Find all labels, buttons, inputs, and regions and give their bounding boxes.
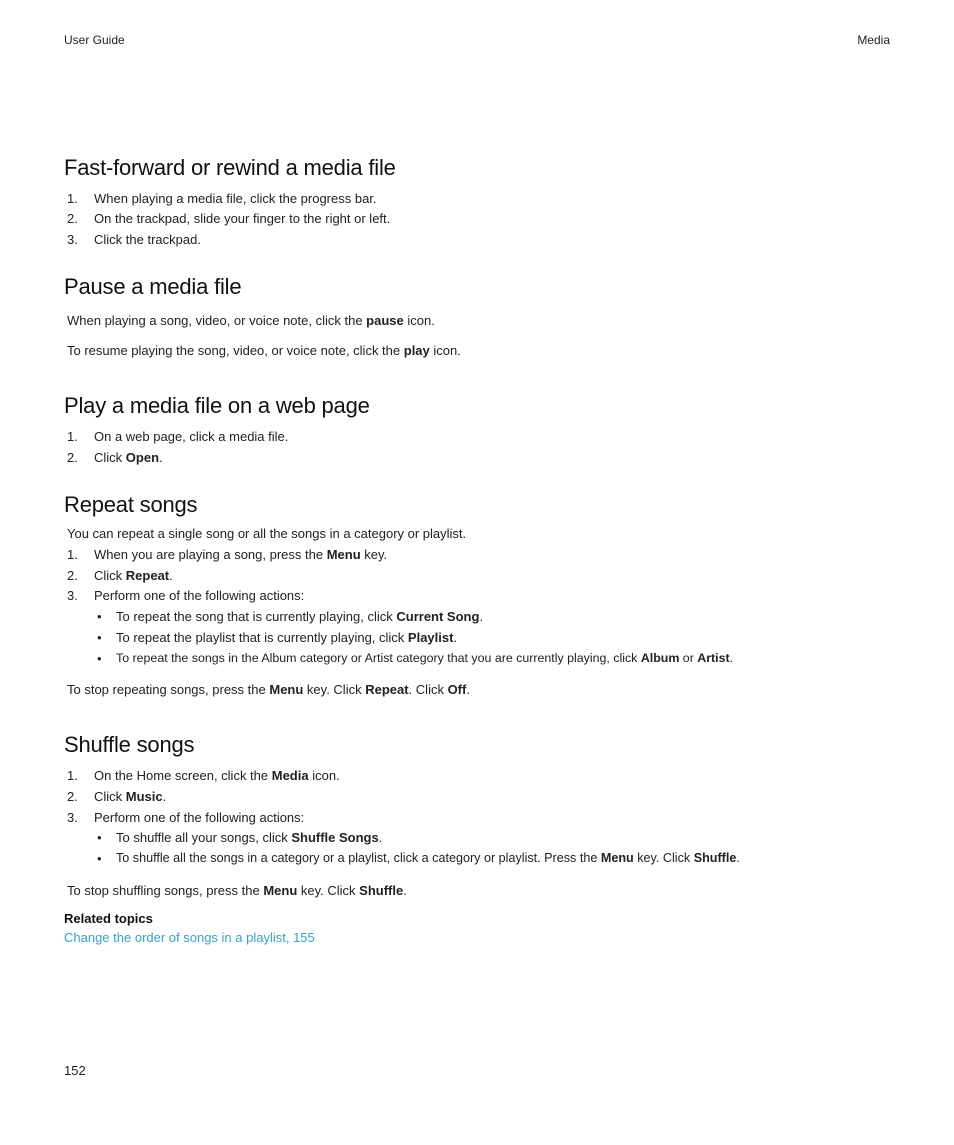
- step-text: When playing a media file, click the progress bar.: [94, 191, 377, 206]
- bullet-text: To repeat the playlist that is currently playing, click Playlist.: [116, 630, 458, 645]
- paragraph-resume: To resume playing the song, video, or voice note, click the play icon.: [67, 343, 461, 358]
- page-number: 152: [64, 1063, 86, 1078]
- step-text: On the Home screen, click the Media icon.: [94, 768, 340, 783]
- step-text: Perform one of the following actions:: [94, 588, 305, 603]
- step-number: 2.: [67, 789, 78, 804]
- header-chapter: Media: [857, 33, 890, 47]
- heading-shuffle-songs: Shuffle songs: [64, 732, 195, 757]
- step-number: 2.: [67, 211, 78, 226]
- related-topics-heading: Related topics: [64, 911, 153, 926]
- heading-fast-forward: Fast-forward or rewind a media file: [64, 155, 396, 180]
- bullet-icon: •: [97, 630, 102, 645]
- step-number: 3.: [67, 232, 78, 247]
- heading-play-web: Play a media file on a web page: [64, 393, 370, 418]
- bullet-text: To repeat the songs in the Album category or Artist category that you are currently playing, click Album or Artist.: [116, 651, 734, 665]
- bullet-icon: •: [97, 651, 102, 666]
- step-text: When you are playing a song, press the Menu key.: [94, 547, 388, 562]
- step-number: 3.: [67, 810, 78, 825]
- bullet-text: To shuffle all the songs in a category or a playlist, click a category or playlist. Press the Menu key. Click Shuffle.: [116, 851, 740, 865]
- step-number: 1.: [67, 429, 78, 444]
- step-number: 3.: [67, 588, 78, 603]
- step-text: Perform one of the following actions:: [94, 810, 305, 825]
- paragraph-stop-shuffle: To stop shuffling songs, press the Menu key. Click Shuffle.: [67, 883, 407, 898]
- bullet-text: To shuffle all your songs, click Shuffle Songs.: [116, 830, 383, 845]
- heading-repeat-songs: Repeat songs: [64, 492, 198, 517]
- step-number: 1.: [67, 547, 78, 562]
- step-number: 1.: [67, 191, 78, 206]
- heading-pause: Pause a media file: [64, 274, 242, 299]
- bullet-text: To repeat the song that is currently playing, click Current Song.: [116, 609, 484, 624]
- step-number: 1.: [67, 768, 78, 783]
- paragraph-intro: You can repeat a single song or all the songs in a category or playlist.: [67, 526, 467, 541]
- step-text: Click Music.: [94, 789, 167, 804]
- step-text: On a web page, click a media file.: [94, 429, 289, 444]
- paragraph-pause: When playing a song, video, or voice note, click the pause icon.: [67, 313, 435, 328]
- bullet-icon: •: [97, 609, 102, 624]
- step-text: Click Repeat.: [94, 568, 173, 583]
- bullet-icon: •: [97, 851, 102, 866]
- paragraph-stop-repeat: To stop repeating songs, press the Menu key. Click Repeat. Click Off.: [67, 682, 470, 697]
- step-number: 2.: [67, 450, 78, 465]
- header-guide-title: User Guide: [64, 33, 125, 47]
- bullet-icon: •: [97, 830, 102, 845]
- step-text: Click Open.: [94, 450, 163, 465]
- step-number: 2.: [67, 568, 78, 583]
- step-text: On the trackpad, slide your finger to the right or left.: [94, 211, 391, 226]
- step-text: Click the trackpad.: [94, 232, 201, 247]
- related-topic-link[interactable]: Change the order of songs in a playlist, 155: [64, 930, 315, 945]
